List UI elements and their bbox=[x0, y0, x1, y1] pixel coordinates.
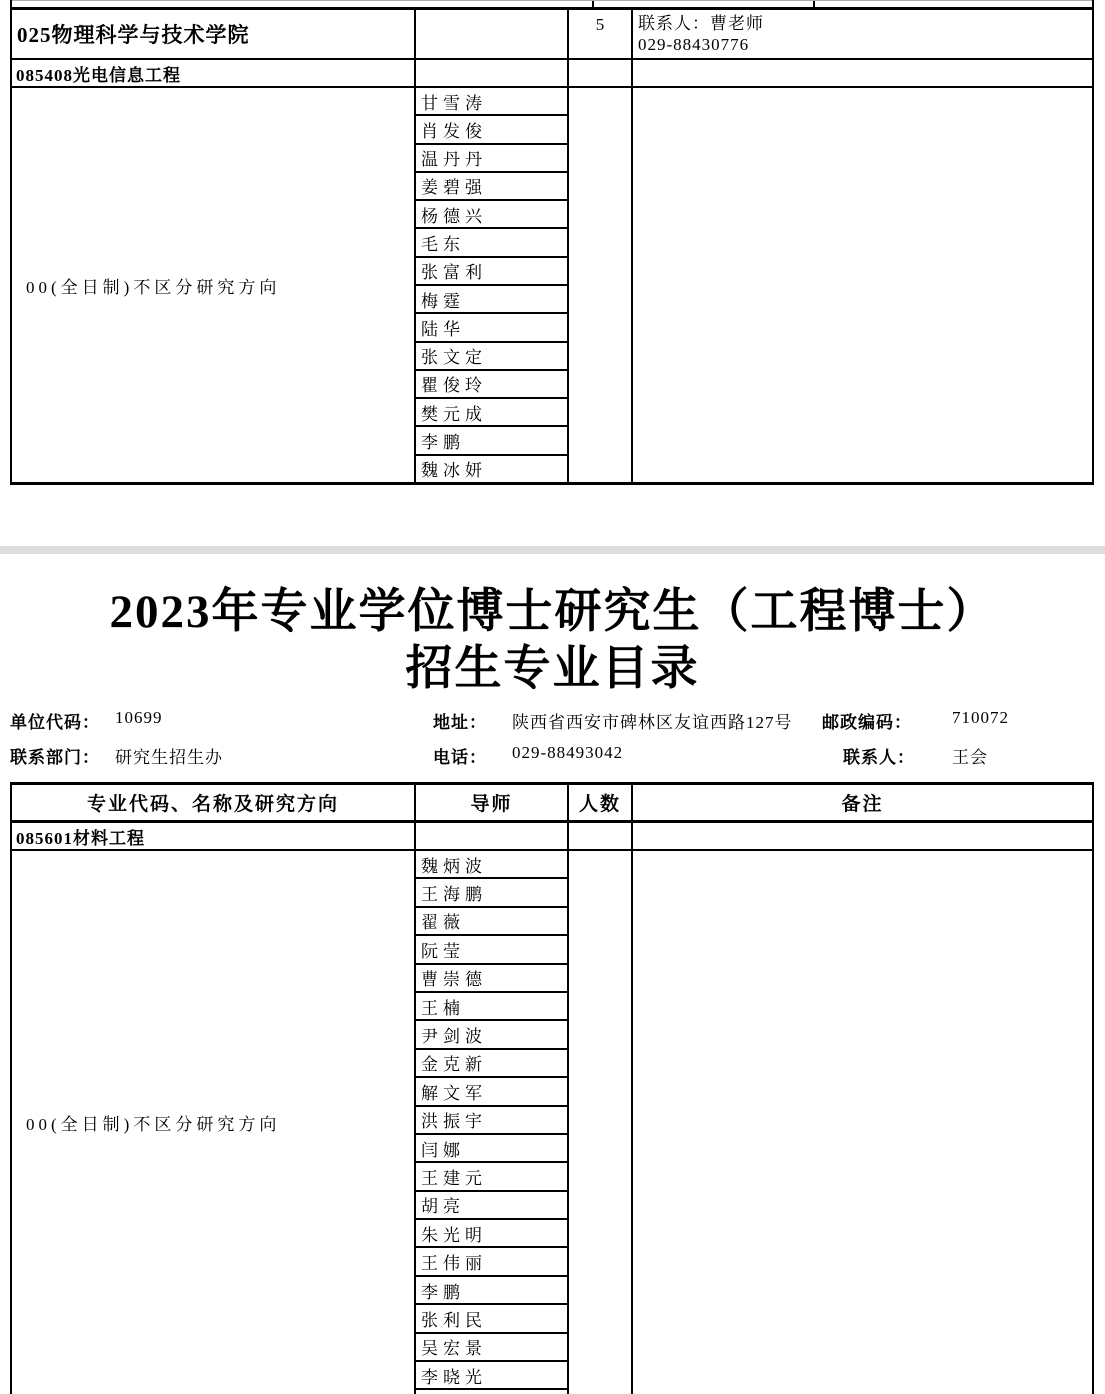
cut-row-border-stub bbox=[813, 1, 815, 8]
remark-cell-empty bbox=[633, 851, 1092, 1394]
header-remark: 备注 bbox=[841, 794, 884, 815]
tutor-name-cell: 李鹏 bbox=[416, 427, 567, 455]
tutor-name-cell: 陆华 bbox=[416, 314, 567, 342]
unit-info-block bbox=[10, 705, 1095, 777]
phone-label: 电话： bbox=[433, 748, 487, 767]
page-title bbox=[0, 584, 1105, 698]
tutor-name-cell: 胡亮 bbox=[416, 1192, 567, 1220]
direction-row bbox=[12, 851, 1092, 1394]
page-separator-band bbox=[0, 546, 1105, 554]
phone-value: 029-88493042 bbox=[512, 743, 624, 762]
header-count: 人数 bbox=[569, 785, 633, 820]
tutor-cell-empty bbox=[416, 823, 569, 849]
tutor-name-cell: 闫娜 bbox=[416, 1135, 567, 1163]
address-label: 地址： bbox=[433, 713, 487, 732]
count-cell-empty bbox=[569, 88, 633, 482]
major-row bbox=[12, 60, 1092, 88]
major-code-name-cell: 085601材料工程 bbox=[12, 823, 416, 849]
remark-cell bbox=[633, 10, 1092, 58]
major-code-name-cell: 085408光电信息工程 bbox=[12, 60, 416, 86]
remark-cell-empty bbox=[633, 88, 1092, 482]
tutor-name-cell: 樊元成 bbox=[416, 399, 567, 427]
tutor-name-cell: 张利民 bbox=[416, 1305, 567, 1333]
tutor-name-cell: 阮莹 bbox=[416, 936, 567, 964]
tutor-name-cell: 洪振宇 bbox=[416, 1107, 567, 1135]
tutor-name-cell: 肖发俊 bbox=[416, 116, 567, 144]
tutor-list-column bbox=[416, 88, 569, 482]
table-header-row bbox=[12, 785, 1092, 823]
college-row bbox=[12, 10, 1092, 60]
tutor-name-cell: 张文定 bbox=[416, 343, 567, 371]
table-main bbox=[10, 782, 1094, 1394]
header-tutor: 导师 bbox=[416, 785, 569, 820]
remark-contact-line: 联系人：曹老师 bbox=[638, 14, 764, 33]
title-line-1: 2023年专业学位博士研究生（工程博士） bbox=[109, 586, 996, 638]
cut-row-border-stub bbox=[592, 1, 594, 8]
tutor-cell-empty bbox=[416, 10, 569, 58]
tutor-name-cell: 魏冰妍 bbox=[421, 461, 487, 481]
tutor-name-cell: 尹剑波 bbox=[416, 1021, 567, 1049]
tutor-name-cell: 毛东 bbox=[416, 229, 567, 257]
tutor-name-cell: 王伟丽 bbox=[416, 1248, 567, 1276]
tutor-name-cell: 王建元 bbox=[416, 1163, 567, 1191]
tutor-name-cell: 吴宏景 bbox=[416, 1334, 567, 1362]
unit-code-label: 单位代码： bbox=[10, 713, 100, 732]
tutor-name-cell: 梅霆 bbox=[416, 286, 567, 314]
contact-dept-label: 联系部门： bbox=[10, 748, 100, 767]
tutor-name-cell: 李鹏 bbox=[416, 1277, 567, 1305]
remark-cell-empty bbox=[633, 60, 1092, 86]
remark-cell-empty bbox=[633, 823, 1092, 849]
tutor-name-cell: 姜碧强 bbox=[416, 173, 567, 201]
count-cell-empty bbox=[569, 60, 633, 86]
tutor-name-cell: 甘雪涛 bbox=[416, 88, 567, 116]
tutor-cell-empty bbox=[416, 60, 569, 86]
tutor-name-cell: 王海鹏 bbox=[416, 879, 567, 907]
college-name-cell: 025物理科学与技术学院 bbox=[12, 10, 416, 58]
tutor-name-cell: 朱光明 bbox=[416, 1220, 567, 1248]
header-major-code: 专业代码、名称及研究方向 bbox=[12, 785, 416, 820]
tutor-name-cell: 温丹丹 bbox=[416, 145, 567, 173]
contact-person-label: 联系人： bbox=[843, 748, 915, 767]
tutor-name-cell: 瞿俊玲 bbox=[416, 371, 567, 399]
tutor-name-cell: 翟薇 bbox=[416, 908, 567, 936]
research-direction-cell: 00(全日制)不区分研究方向 bbox=[12, 88, 416, 482]
count-cell-empty bbox=[569, 823, 633, 849]
postcode-label: 邮政编码： bbox=[822, 713, 912, 732]
tutor-list-column bbox=[416, 851, 569, 1394]
research-direction-cell: 00(全日制)不区分研究方向 bbox=[12, 851, 416, 1394]
tutor-name-cell: 杨德兴 bbox=[416, 201, 567, 229]
postcode-value: 710072 bbox=[952, 708, 1009, 727]
count-cell-empty bbox=[569, 851, 633, 1394]
contact-dept-value: 研究生招生办 bbox=[115, 748, 223, 767]
admission-count-cell: 5 bbox=[569, 10, 633, 58]
table-top bbox=[10, 0, 1094, 485]
tutor-name-cell: 金克新 bbox=[416, 1050, 567, 1078]
tutor-name-cell: 王楠 bbox=[416, 993, 567, 1021]
tutor-name-cell: 解文军 bbox=[416, 1078, 567, 1106]
unit-code-value: 10699 bbox=[115, 708, 163, 727]
tutor-name-cell: 曹崇德 bbox=[416, 965, 567, 993]
tutor-name-cell: 张富利 bbox=[416, 258, 567, 286]
direction-row bbox=[12, 88, 1092, 482]
remark-phone-line: 029-88430776 bbox=[638, 35, 750, 54]
address-value: 陕西省西安市碑林区友谊西路127号 bbox=[512, 713, 793, 732]
title-line-2: 招生专业目录 bbox=[405, 643, 700, 695]
contact-person-value: 王会 bbox=[952, 748, 988, 767]
cut-row-top bbox=[12, 0, 1092, 7]
table-top-body bbox=[12, 7, 1092, 482]
major-row bbox=[12, 823, 1092, 851]
tutor-name-cell: 魏炳波 bbox=[416, 851, 567, 879]
tutor-name-cell: 李晓光 bbox=[416, 1362, 567, 1390]
